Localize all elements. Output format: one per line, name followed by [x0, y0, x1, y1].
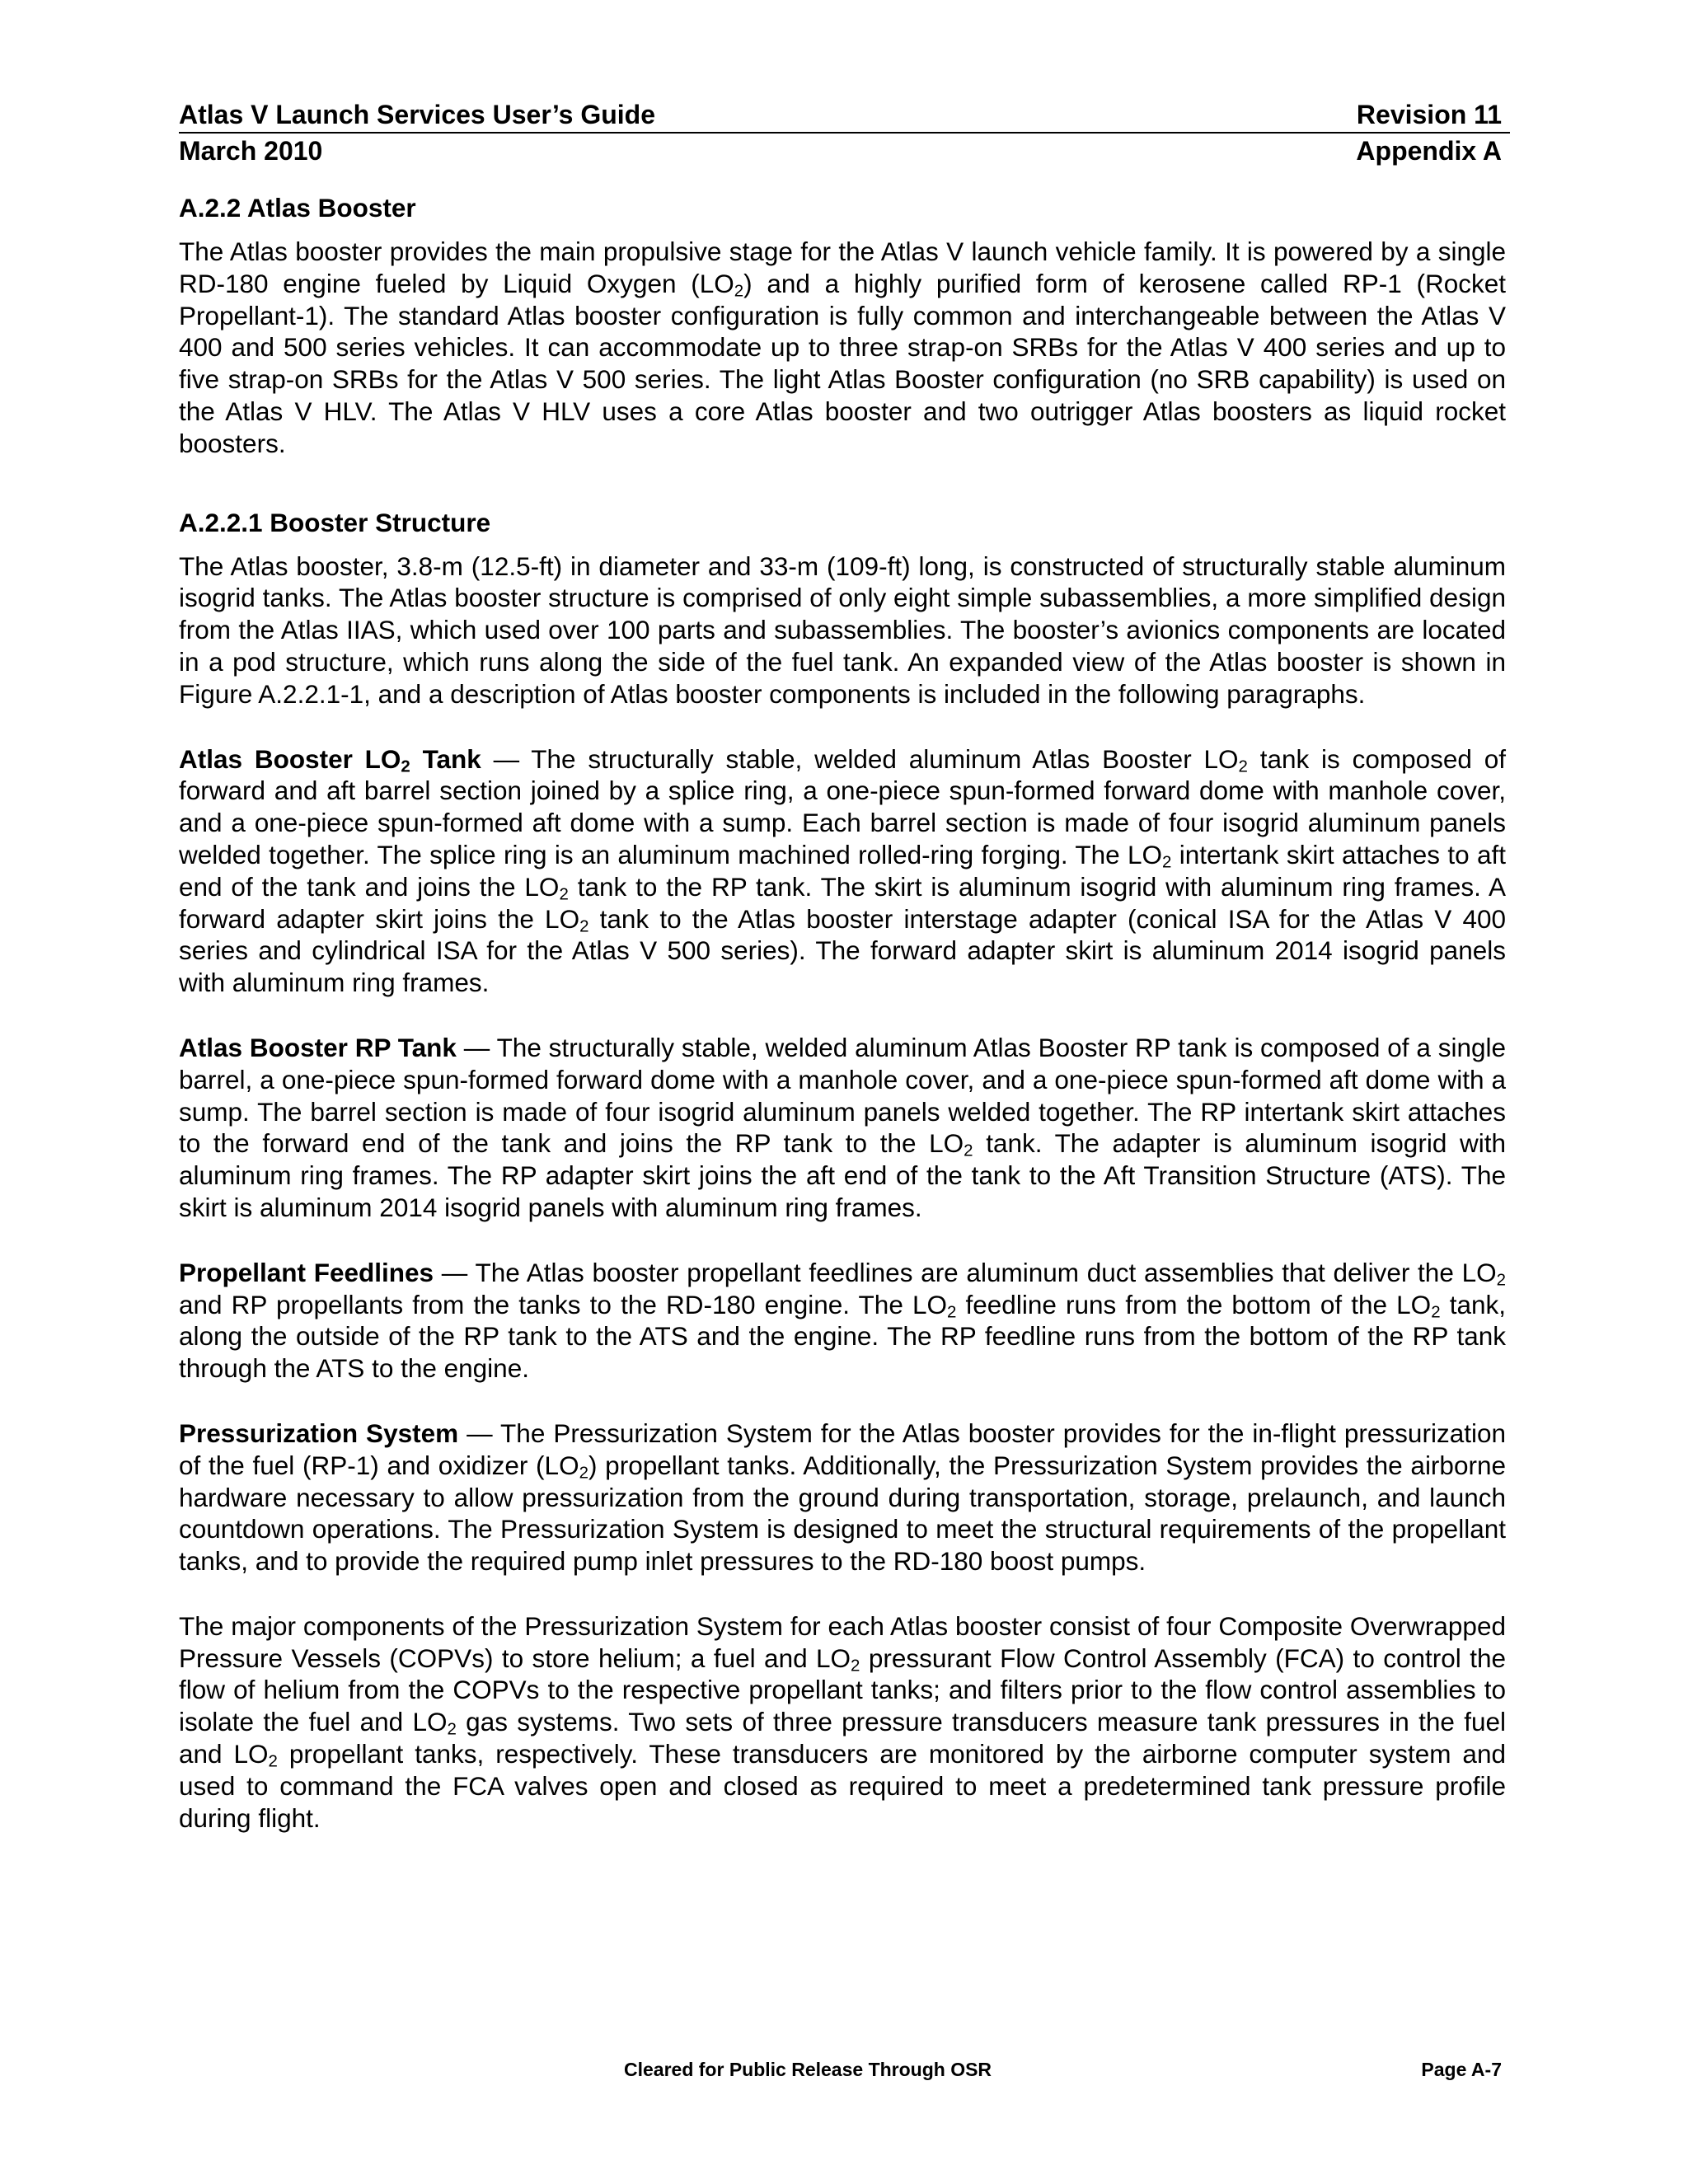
bold-run: Atlas Booster LO: [179, 743, 401, 774]
subscript: 2: [964, 1141, 973, 1160]
text-run: tank, along the outside of the RP tank to the ATS and the engine. The RP feedline runs from the bottom of the RP tank through the ATS to the engine.: [179, 1289, 1506, 1384]
subscript: 2: [579, 1463, 588, 1483]
paragraph-pressurization-components: [179, 1610, 1510, 1835]
bold-run: Tank: [410, 743, 481, 774]
text-run: The major components of the Pressurization System for each Atlas booster consist of four Composite Overwrapped Pressure Vessels (COPVs) to store helium; a fuel and LO: [179, 1610, 1506, 1673]
paragraph-booster-structure: [179, 551, 1510, 710]
subscript: 2: [1496, 1270, 1506, 1290]
text-run: gas systems. Two sets of three pressure transducers measure tank pressures in the fuel and LO: [179, 1707, 1506, 1769]
text-run: tank. The adapter is aluminum isogrid with aluminum ring frames. The RP adapter skirt joins the aft end of the tank to the Aft Transition Structure (ATS). The skirt is aluminum 2014 isogrid panels with aluminum ring frames.: [179, 1128, 1506, 1222]
subscript: 2: [268, 1751, 278, 1771]
bold-run: Atlas Booster RP Tank: [179, 1032, 457, 1062]
paragraph-lo2-tank: [179, 743, 1510, 999]
text-run: ) propellant tanks. Additionally, the Pressurization System provides the airborne hardware necessary to allow pressurization from the ground during transportation, storage, prelaunch, and launch countdown operations. The Pressurization System is designed to meet the structural requirements of the propellant tanks, and to provide the required pump inlet pressures to the RD-180 boost pumps.: [179, 1450, 1506, 1577]
text-run: — The Pressurization System for the Atlas booster provides for the in-flight pressurization of the fuel (RP-1) and oxidizer (LO: [179, 1418, 1506, 1480]
paragraph-atlas-booster-intro: [179, 236, 1510, 460]
footer-page-number: Page A-7: [1421, 2059, 1502, 2080]
subscript: 2: [1238, 757, 1248, 776]
section-heading-booster-structure: A.2.2.1 Booster Structure: [179, 507, 491, 537]
paragraph-propellant-feedlines: [179, 1257, 1510, 1385]
text-run: pressurant Flow Control Assembly (FCA) to control the flow of helium from the COPVs to the respective propellant tanks; and filters prior to the flow control assemblies to isolate the fuel and LO: [179, 1643, 1506, 1737]
subscript: 2: [447, 1719, 457, 1739]
subscript: 2: [579, 916, 589, 936]
text-run: The Atlas booster, 3.8-m (12.5-ft) in diameter and 33-m (109-ft) long, is constructed of structurally stable aluminum isogrid tanks. The Atlas booster structure is comprised of only eight simple subassemblies, a more simplified design from the Atlas IIAS, which used over 100 parts and subassemblies. The booster’s avionics components are located in a pod structure, which runs along the side of the fuel tank. An expanded view of the Atlas booster is shown in Figure A.2.2.1-1, and a description of Atlas booster components is included in the following paragraphs.: [179, 551, 1506, 709]
text-run: feedline runs from the bottom of the LO: [956, 1289, 1432, 1319]
section-heading-atlas-booster: A.2.2 Atlas Booster: [179, 193, 416, 223]
document-page: [179, 97, 1510, 1834]
header-row-top: [179, 97, 1510, 134]
text-run: tank to the Atlas booster interstage adapter (conical ISA for the Atlas V 400 series and cylindrical ISA for the Atlas V 500 series). The forward adapter skirt is aluminum 2014 isogrid panels with aluminum ring frames.: [179, 903, 1506, 998]
subscript: 2: [851, 1656, 860, 1675]
appendix-label: Appendix A: [1356, 136, 1502, 166]
header-row-bottom: [179, 134, 1510, 168]
text-run: tank to the RP tank. The skirt is aluminum isogrid with aluminum ring frames. A forward adapter skirt joins the LO: [179, 871, 1506, 934]
paragraph-pressurization-system: [179, 1418, 1510, 1577]
bold-subscript: 2: [401, 757, 410, 776]
subscript: 2: [1162, 852, 1172, 872]
bold-run: Pressurization System: [179, 1418, 459, 1448]
text-run: — The Atlas booster propellant feedlines are aluminum duct assemblies that deliver the LO: [434, 1257, 1497, 1287]
footer-release-note: Cleared for Public Release Through OSR: [624, 2059, 992, 2080]
document-date: March 2010: [179, 136, 323, 166]
subscript: 2: [559, 884, 569, 904]
text-run: tank is composed of forward and aft barrel section joined by a splice ring, a one-piece spun-formed forward dome with manhole cover, and a one-piece spun-formed aft dome with a sump. Each barrel section is made of four isogrid aluminum panels welded together. The splice ring is an aluminum machined rolled-ring forging. The LO: [179, 743, 1506, 869]
text-run: ) and a highly purified form of kerosene called RP-1 (Rocket Propellant-1). The standard Atlas booster configuration is fully common and interchangeable between the Atlas V 400 and 500 series vehicles. It can accommodate up to three strap-on SRBs for the Atlas V 400 series and up to five strap-on SRBs for the Atlas V 500 series. The light Atlas Booster configuration (no SRB capability) is used on the Atlas V HLV. The Atlas V HLV uses a core Atlas booster and two outrigger Atlas boosters as liquid rocket boosters.: [179, 268, 1506, 458]
paragraph-rp-tank: [179, 1032, 1510, 1224]
text-run: — The structurally stable, welded aluminum Atlas Booster LO: [481, 743, 1239, 774]
bold-run: Propellant Feedlines: [179, 1257, 434, 1287]
document-title: Atlas V Launch Services User’s Guide: [179, 100, 656, 129]
subscript: 2: [1431, 1302, 1441, 1322]
text-run: intertank skirt attaches to aft end of the tank and joins the LO: [179, 839, 1506, 902]
subscript: 2: [734, 281, 744, 301]
page-header: [179, 97, 1510, 168]
revision-label: Revision 11: [1356, 100, 1502, 129]
text-run: The Atlas booster provides the main propulsive stage for the Atlas V launch vehicle family. It is powered by a single RD-180 engine fueled by Liquid Oxygen (LO: [179, 237, 1506, 298]
text-run: propellant tanks, respectively. These transducers are monitored by the airborne computer system and used to command the FCA valves open and closed as required to meet a predetermined tank pressure profile during flight.: [179, 1739, 1506, 1833]
subscript: 2: [947, 1302, 957, 1322]
text-run: and RP propellants from the tanks to the RD-180 engine. The LO: [179, 1289, 947, 1319]
text-run: — The structurally stable, welded aluminum Atlas Booster RP tank is composed of a single barrel, a one-piece spun-formed forward dome with a manhole cover, and a one-piece spun-formed aft dome with a sump. The barrel section is made of four isogrid aluminum panels welded together. The RP intertank skirt attaches to the forward end of the tank and joins the RP tank to the LO: [179, 1032, 1506, 1159]
